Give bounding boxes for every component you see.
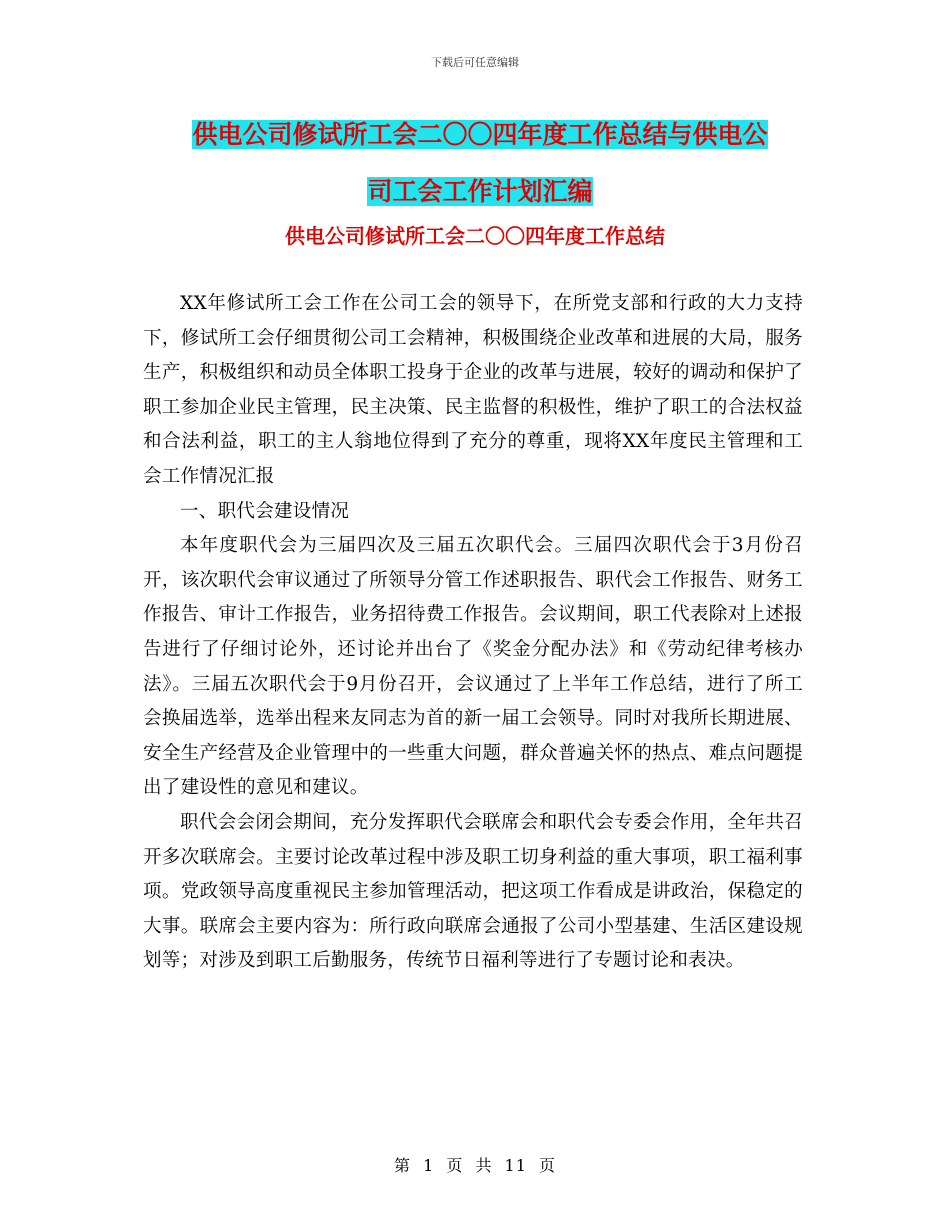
paragraph-congress: 本年度职代会为三届四次及三届五次职代会。三届四次职代会于3月份召开，该次职代会审议通过了所领导分管工作述职报告、职代会工作报告、财务工作报告、审计工作报告，业务招待费工作报告。会议期间，职工代表除对上述报告进行了仔细讨论外，还讨论并出台了《奖金分配办法》和《劳动纪律考核办法》。三届五次职代会于9月份召开，会议通过了上半年工作总结，进行了所工会换届选举，选举出程来友同志为首的新一届工会领导。同时对我所长期进展、安全生产经营及企业管理中的一些重大问题，群众普遍关怀的热点、难点问题提出了建设性的意见和建议。	[143, 535, 803, 799]
section-title: 供电公司修试所工会二〇〇四年度工作总结	[285, 224, 665, 248]
header-note: 下载后可任意编辑	[431, 56, 519, 69]
paragraph-joint-meeting: 职代会会闭会期间，充分发挥职代会联席会和职代会专委会作用，全年共召开多次联席会。主要讨论改革过程中涉及职工切身利益的重大事项，职工福利事项。党政领导高度重视民主参加管理活动，把这项工作看成是讲政治，保稳定的大事。联席会主要内容为：所行政向联席会通报了公司小型基建、生活区建设规划等；对涉及到职工后勤服务，传统节日福利等进行了专题讨论和表决。	[143, 811, 803, 972]
main-title-line-1: 供电公司修试所工会二〇〇四年度工作总结与供电公	[192, 120, 768, 149]
main-title-line-2: 司工会工作计划汇编	[367, 177, 593, 206]
section-heading-1: 一、职代会建设情况	[180, 500, 350, 522]
document-main-title	[150, 106, 810, 220]
page-number: 第 1 页 共 11 页	[394, 1156, 556, 1175]
document-body	[143, 287, 803, 979]
paragraph-intro: XX年修试所工会工作在公司工会的领导下，在所党支部和行政的大力支持下，修试所工会仔细贯彻公司工会精神，积极围绕企业改革和进展的大局，服务生产，积极组织和动员全体职工投身于企业的改革与进展，较好的调动和保护了职工参加企业民主管理，民主决策、民主监督的积极性，维护了职工的合法权益和合法利益，职工的主人翁地位得到了充分的尊重，现将XX年度民主管理和工会工作情况汇报	[143, 293, 803, 487]
